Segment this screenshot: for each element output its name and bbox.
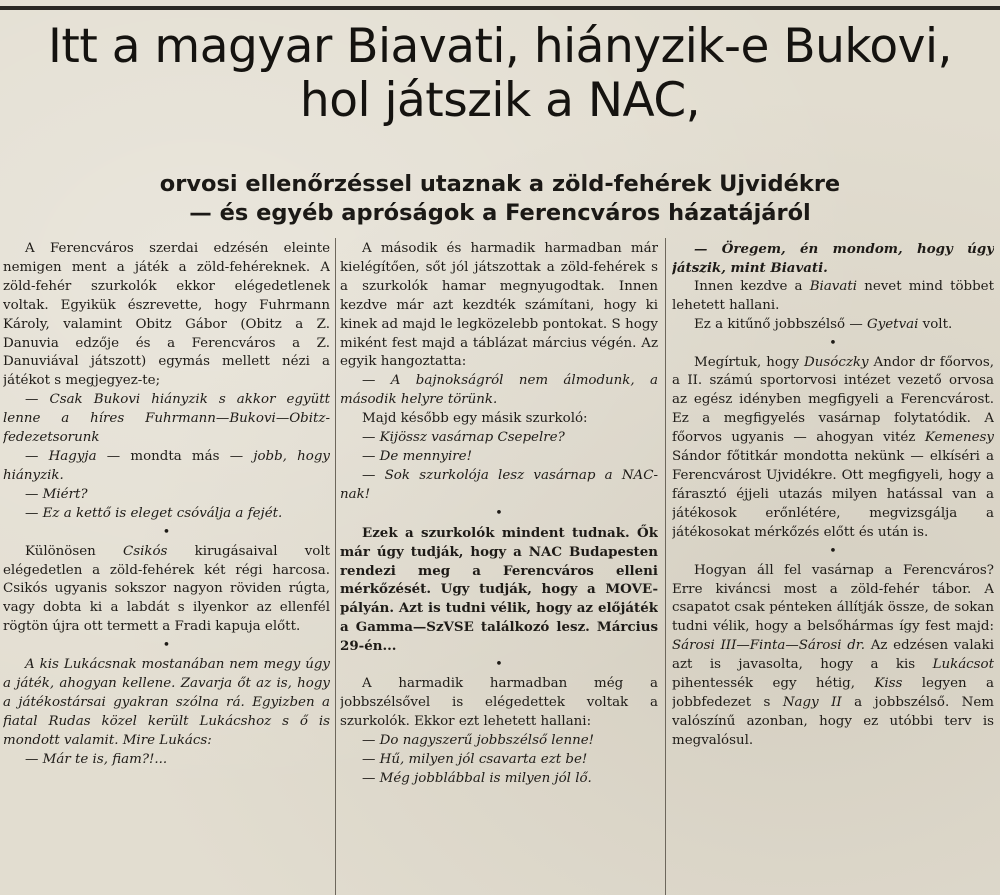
quote: — Ez a kettő is eleget csóválja a fejét. [25, 505, 283, 521]
headline-line-1: Itt a magyar Biavati, hiányzik-e Bukovi, [48, 19, 952, 74]
text-part: Az edzésen valaki azt is javasolta, hogy a kis [672, 638, 994, 673]
paragraph: A harmadik harmadban még a jobbszélsővel is elégedettek voltak a szurkolók. Ekkor ezt lehetett hallani: [340, 676, 658, 729]
text-part: a jobbszélső. Nem valószínű azonban, hogy ez utóbbi terv is megvalósul. [672, 694, 994, 748]
text-part: nevet mind többet lehetett hallani. [672, 278, 994, 313]
name-italic: Kemenesy [924, 430, 994, 446]
paragraph [672, 562, 994, 751]
quote: — Már te is, fiam?!... [25, 751, 168, 767]
quote: — Do nagyszerű jobbszélső lenne! [362, 732, 595, 748]
paragraph [3, 543, 330, 638]
subheadline [0, 170, 1000, 228]
text-part: Különösen [25, 543, 123, 559]
name-italic: Lukácsot [932, 657, 994, 673]
paragraph [672, 316, 994, 335]
quote: — Még jobblábbal is milyen jól lő. [362, 770, 592, 786]
name-italic: Dusóczky [804, 354, 869, 370]
article-column-1 [3, 240, 330, 895]
section-bullet: • [495, 657, 503, 673]
paragraph [672, 354, 994, 543]
text-part: legyen a jobbfedezet s [672, 676, 994, 710]
section-bullet: • [162, 638, 171, 654]
quote-part: — Hagyja [25, 448, 97, 464]
text-part: Hogyan áll fel vasárnap a Ferencváros? Erre kiváncsi most a zöld-fehér tábor. A csapatot csak pénteken állítják össze, de sokan tudni vélik, hogy a belsőhármas így fest majd: [672, 562, 994, 635]
section-bullet: • [162, 524, 171, 540]
text-part: Megírtuk, hogy [694, 354, 805, 370]
column-divider-1 [335, 238, 336, 895]
quote-part: jobb, hogy hiányzik. [3, 448, 330, 483]
name-italic: Gyetvai [867, 316, 919, 332]
name-italic: Sárosi III—Finta—Sárosi dr. [672, 638, 865, 654]
quote: — De mennyire! [362, 448, 472, 464]
text-part: volt. [918, 316, 953, 332]
paragraph-bold: Ezek a szurkolók mindent tudnak. Ők már úgy tudják, hogy a NAC Budapesten rendezi meg a Ferencváros elleni mérkőzését. Ugy tudják, hogy a MOVE-pályán. Azt is tudni vélik, hogy az előjáték a Gamma—SzVSE találkozó lesz. Március 29-én... [340, 524, 658, 655]
text-part: pihentessék egy hétig, [672, 676, 875, 692]
section-bullet: • [829, 335, 837, 351]
article-column-3 [672, 240, 994, 895]
quote: — Hű, milyen jól csavarta ezt be! [362, 751, 588, 767]
quote: — Öregem, én mondom, hogy úgy játszik, mint Biavati. [672, 241, 994, 276]
headline [0, 20, 1000, 128]
article-column-2 [340, 240, 658, 895]
top-rule [0, 6, 1000, 10]
paragraph: A második és harmadik harmadban már kielégítően, sőt jól játszottak a zöld-fehérek s a szurkolók hamar megnyugodtak. Innen kezdve már azt kezdték számítani, hogy ki kinek ad majd le legközelebb pontokat. S hogy miként fest majd a táblázat március végén. Az egyik hangoztatta: [340, 241, 658, 370]
quote: — Sok szurkolója lesz vasárnap a NAC-nak! [340, 467, 658, 502]
section-bullet: • [495, 505, 503, 521]
paragraph [672, 278, 994, 316]
name-italic: Csikós [122, 543, 168, 559]
paragraph: Majd később egy másik szurkoló: [362, 411, 588, 427]
quote: — A bajnokságról nem álmodunk, a második helyre törünk. [340, 373, 658, 408]
quote: — Kijössz vasárnap Csepelre? [362, 430, 565, 446]
name-italic: Kiss [874, 676, 903, 692]
quote-part: — mondta más — [96, 448, 254, 464]
paragraph-italic: A kis Lukácsnak mostanában nem megy úgy a játék, ahogyan kellene. Zavarja őt az is, hogy a játékostársai gyakran szólna rá. Egyizben a fiatal Rudas közel került Lukácshoz s ő is mondott valamit. Mire Lukács: [3, 657, 330, 748]
column-divider-2 [665, 238, 666, 895]
section-bullet: • [829, 543, 837, 559]
paragraph: A Ferencváros szerdai edzésén eleinte nemigen ment a játék a zöld-fehéreknek. A zöld-fehér szurkolók ekkor elégedetlenek voltak. Egyikük észrevette, hogy Fuhrmann Károly, valamint Obitz Gábor (Obitz a Z. Danuvia edzője és a Ferencváros a Z. Danuviával játszott) egymás mellett nézi a játékot s megjegyez-te; [3, 241, 330, 389]
quote: — Miért? [25, 486, 88, 502]
subheadline-line-2: — és egyéb apróságok a Ferencváros házatájáról [189, 200, 811, 226]
name-italic: Nagy II [782, 694, 842, 710]
text-part: Andor dr főorvos, a II. számú sportorvosi intézet vezető orvosa az egész idényben megfigyeli a Ferencvárost. Ez a megfigyelés vasárnap folytatódik. A főorvos ugyanis — ahogyan vitéz [672, 354, 994, 446]
quote: — Csak Bukovi hiányzik s akkor együtt lenne a híres Fuhrmann—Bukovi—Obitz-fedezetsorunk [3, 392, 330, 446]
name-italic: Biavati [809, 278, 858, 294]
text-part: Innen kezdve a [694, 278, 810, 294]
text-part: Sándor főtitkár mondotta nekünk — elkíséri a Ferencvárost Ujvidékre. Ott megfigyeli, hogy a fárasztó éjjeli utazás milyen hatással van a játékosok erőnlétére, megvizsgálja a játékosokat mérkőzés előtt és után is. [672, 449, 994, 540]
text-part: Ez a kitűnő jobbszélső — [694, 316, 867, 332]
text-part: kirugásaival volt elégedetlen a zöld-fehérek két régi harcosa. Csikós ugyanis sokszor nagyon röviden rúgta, vagy dobta ki a labdát s ilyenkor az ellenfél rögtön újra ott termett a Fradi kapuja előtt. [3, 543, 330, 635]
headline-line-2: hol játszik a NAC, [299, 73, 701, 128]
quote [3, 448, 330, 486]
subheadline-line-1: orvosi ellenőrzéssel utaznak a zöld-fehérek Ujvidékre [159, 171, 841, 197]
